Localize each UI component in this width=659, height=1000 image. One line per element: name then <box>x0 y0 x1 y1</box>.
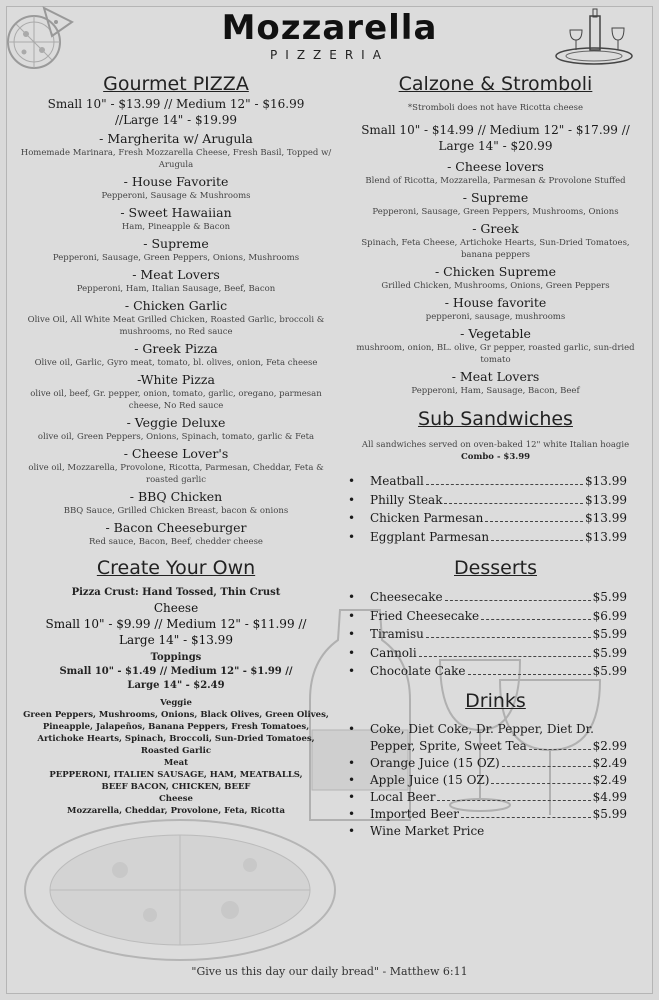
item-name: • Eggplant Parmesan <box>370 529 490 544</box>
item-price: $5.99 <box>592 590 627 604</box>
item-price: $5.99 <box>592 627 627 641</box>
list-item <box>348 789 627 806</box>
menu-item-name: - Margherita w/ Arugula <box>99 131 253 146</box>
gourmet-items <box>16 130 336 548</box>
list-item <box>348 625 627 644</box>
footer-verse: "Give us this day our daily bread" - Matthew 6:11 <box>191 965 468 978</box>
menu-item-description: Pepperoni, Ham, Italian Sausage, Beef, Bacon <box>76 284 276 294</box>
toppings-prices: Small 10" - $1.49 // Medium 12" - $1.99 // Large 14" - $2.49 <box>59 666 293 691</box>
menu-item-name: - Meat Lovers <box>132 267 220 282</box>
right-column <box>348 72 643 840</box>
desserts-title: Desserts <box>454 557 537 579</box>
item-name: • Cannoli <box>370 645 417 660</box>
list-item <box>348 755 627 772</box>
item-name: • Tiramisu <box>370 627 424 641</box>
list-item <box>348 806 627 823</box>
list-item <box>348 823 627 840</box>
item-price: $13.99 <box>585 474 627 488</box>
create-title: Create Your Own <box>96 557 256 579</box>
list-item <box>348 644 627 663</box>
menu-item-description: olive oil, Mozzarella, Provolone, Ricotta, Parmesan, Cheddar, Feta & roasted garlic <box>28 463 324 485</box>
menu-item-description: Olive oil, Garlic, Gyro meat, tomato, bl. olives, onion, Feta cheese <box>34 358 318 368</box>
pizza-illustration <box>10 800 340 970</box>
menu-item-name: - Greek <box>472 221 519 236</box>
menu-item-description: Olive Oil, All White Meat Grilled Chicken, Roasted Garlic, broccoli & mushrooms, no Red sauce <box>27 315 325 337</box>
menu-item-description: pepperoni, sausage, mushrooms <box>425 312 566 322</box>
item-name: • Cheesecake <box>370 590 443 604</box>
item-name: • Chocolate Cake <box>370 664 466 678</box>
calzone-note: *Stromboli does not have Ricotta cheese <box>407 103 584 113</box>
menu-header <box>0 6 659 62</box>
item-price: $5.99 <box>592 645 627 660</box>
wine-market: • Wine Market Price <box>370 823 485 838</box>
drinks-list <box>348 721 643 755</box>
menu-item-name: - Vegetable <box>460 326 531 341</box>
calzone-sizes: Small 10" - $14.99 // Medium 12" - $17.99 // Large 14" - $20.99 <box>361 123 630 153</box>
cheese-prices: Small 10" - $9.99 // Medium 12" - $11.99 // Large 14" - $13.99 <box>45 617 307 647</box>
drinks-price-list <box>348 755 643 823</box>
item-price: $2.49 <box>592 755 627 770</box>
veggie-label: Veggie <box>160 698 192 708</box>
subs-note: All sandwiches served on oven-baked 12" white Italian hoagie <box>361 440 630 450</box>
cheese-list-label: Cheese <box>159 794 193 804</box>
menu-item-description: Pepperoni, Sausage, Green Peppers, Mushrooms, Onions <box>372 207 619 217</box>
item-price: $5.99 <box>592 664 627 678</box>
item-name: • Local Beer <box>370 789 436 804</box>
menu-item-name: - Sweet Hawaiian <box>120 205 232 220</box>
list-item <box>348 528 627 547</box>
brand-subtitle: PIZZERIA <box>270 48 389 62</box>
menu-item-description: Blend of Ricotta, Mozzarella, Parmesan & Provolone Stuffed <box>365 176 626 186</box>
item-name: • Philly Steak <box>370 492 443 507</box>
list-item <box>348 491 627 510</box>
menu-item-description: Homemade Marinara, Fresh Mozzarella Cheese, Fresh Basil, Topped w/ Arugula <box>20 148 332 170</box>
list-item <box>348 588 627 607</box>
item-price: $2.49 <box>592 772 627 787</box>
drink-soda-line1: Coke, Diet Coke, Dr. Pepper, Diet Dr. <box>370 721 594 736</box>
calzone-title: Calzone & Stromboli <box>398 73 593 95</box>
menu-item-name: - Cheese Lover's <box>123 446 229 461</box>
cheese-list: Mozzarella, Cheddar, Provolone, Feta, Ricotta <box>67 806 285 816</box>
menu-item-description: Red sauce, Bacon, Beef, chedder cheese <box>89 537 263 547</box>
drink-soda-price: $2.99 <box>592 738 627 753</box>
subs-combo: Combo - $3.99 <box>460 452 531 462</box>
subs-list <box>348 472 643 546</box>
drinks-market <box>348 823 643 840</box>
menu-item-name: - Chicken Garlic <box>124 298 228 313</box>
menu-item-name: - Bacon Cheeseburger <box>105 520 247 535</box>
meat-list: PEPPERONI, ITALIEN SAUSAGE, HAM, MEATBALLS, BEEF BACON, CHICKEN, BEEF <box>49 770 303 792</box>
item-price: $4.99 <box>592 789 627 804</box>
desserts-list <box>348 588 643 681</box>
menu-item-description: BBQ Sauce, Grilled Chicken Breast, bacon & onions <box>63 506 289 516</box>
menu-item-name: -White Pizza <box>137 372 215 387</box>
list-item <box>348 607 627 626</box>
item-price: $6.99 <box>592 608 627 623</box>
menu-item-name: - House favorite <box>444 295 547 310</box>
menu-item-name: - Supreme <box>462 190 529 205</box>
menu-item-name: - Cheese lovers <box>447 159 544 174</box>
menu-item-name: - Veggie Deluxe <box>126 415 226 430</box>
menu-item-name: - Meat Lovers <box>451 369 540 384</box>
menu-item-description: Spinach, Feta Cheese, Artichoke Hearts, Sun-Dried Tomatoes, banana peppers <box>361 238 630 260</box>
crust-options: Pizza Crust: Hand Tossed, Thin Crust <box>71 587 281 598</box>
item-price: $5.99 <box>592 806 627 821</box>
list-item <box>348 472 627 491</box>
item-name: • Imported Beer <box>370 806 459 821</box>
item-name: • Meatball <box>370 474 424 488</box>
left-column <box>16 72 336 817</box>
item-name: • Apple Juice (15 OZ) <box>370 772 490 787</box>
menu-item-name: - Chicken Supreme <box>434 264 557 279</box>
menu-item-description: Pepperoni, Sausage & Mushrooms <box>101 191 251 201</box>
calzone-items <box>348 158 643 397</box>
cheese-label: Cheese <box>153 601 199 615</box>
menu-item-name: - Greek Pizza <box>134 341 218 356</box>
menu-item-name: - Supreme <box>143 236 209 251</box>
list-item <box>348 772 627 789</box>
list-item <box>348 721 627 755</box>
item-name: • Fried Cheesecake <box>370 608 480 623</box>
item-name: • Orange Juice (15 OZ) <box>370 755 500 770</box>
toppings-label: Toppings <box>150 652 202 663</box>
menu-item-description: Grilled Chicken, Mushrooms, Onions, Green Peppers <box>381 281 610 291</box>
item-price: $13.99 <box>585 529 627 544</box>
gourmet-sizes: Small 10" - $13.99 // Medium 12" - $16.99 //Large 14" - $19.99 <box>47 97 305 127</box>
menu-item-description: Pepperoni, Sausage, Green Peppers, Onions, Mushrooms <box>52 253 300 263</box>
menu-item-description: olive oil, beef, Gr. pepper, onion, tomato, garlic, oregano, parmesan cheese, No Red sauce <box>30 389 322 411</box>
veggie-list: Green Peppers, Mushrooms, Onions, Black Olives, Green Olives, Pineapple, Jalapeños, Banana Peppers, Fresh Tomatoes, Artichoke Hearts, Spinach, Broccoli, Sun-Dried Tomatoes, Roasted Garlic <box>23 710 329 756</box>
list-item <box>348 509 627 528</box>
gourmet-title: Gourmet PIZZA <box>103 73 249 95</box>
drinks-title: Drinks <box>465 689 526 712</box>
menu-item-name: - House Favorite <box>123 174 229 189</box>
drink-soda-line2: Pepper, Sprite, Sweet Tea <box>370 738 527 753</box>
menu-item-description: Ham, Pineapple & Bacon <box>121 222 231 232</box>
item-price: $13.99 <box>585 511 627 525</box>
item-price: $13.99 <box>585 492 627 507</box>
subs-title: Sub Sandwiches <box>418 408 573 430</box>
item-name: • Chicken Parmesan <box>370 511 484 525</box>
menu-item-description: mushroom, onion, BL. olive, Gr pepper, roasted garlic, sun-dried tomato <box>356 343 635 365</box>
menu-item-name: - BBQ Chicken <box>129 489 223 504</box>
meat-label: Meat <box>163 758 189 768</box>
menu-item-description: olive oil, Green Peppers, Onions, Spinach, tomato, garlic & Feta <box>37 432 315 442</box>
menu-item-description: Pepperoni, Ham, Sausage, Bacon, Beef <box>411 386 580 396</box>
list-item <box>348 662 627 681</box>
brand-title: Mozzarella <box>221 8 438 48</box>
